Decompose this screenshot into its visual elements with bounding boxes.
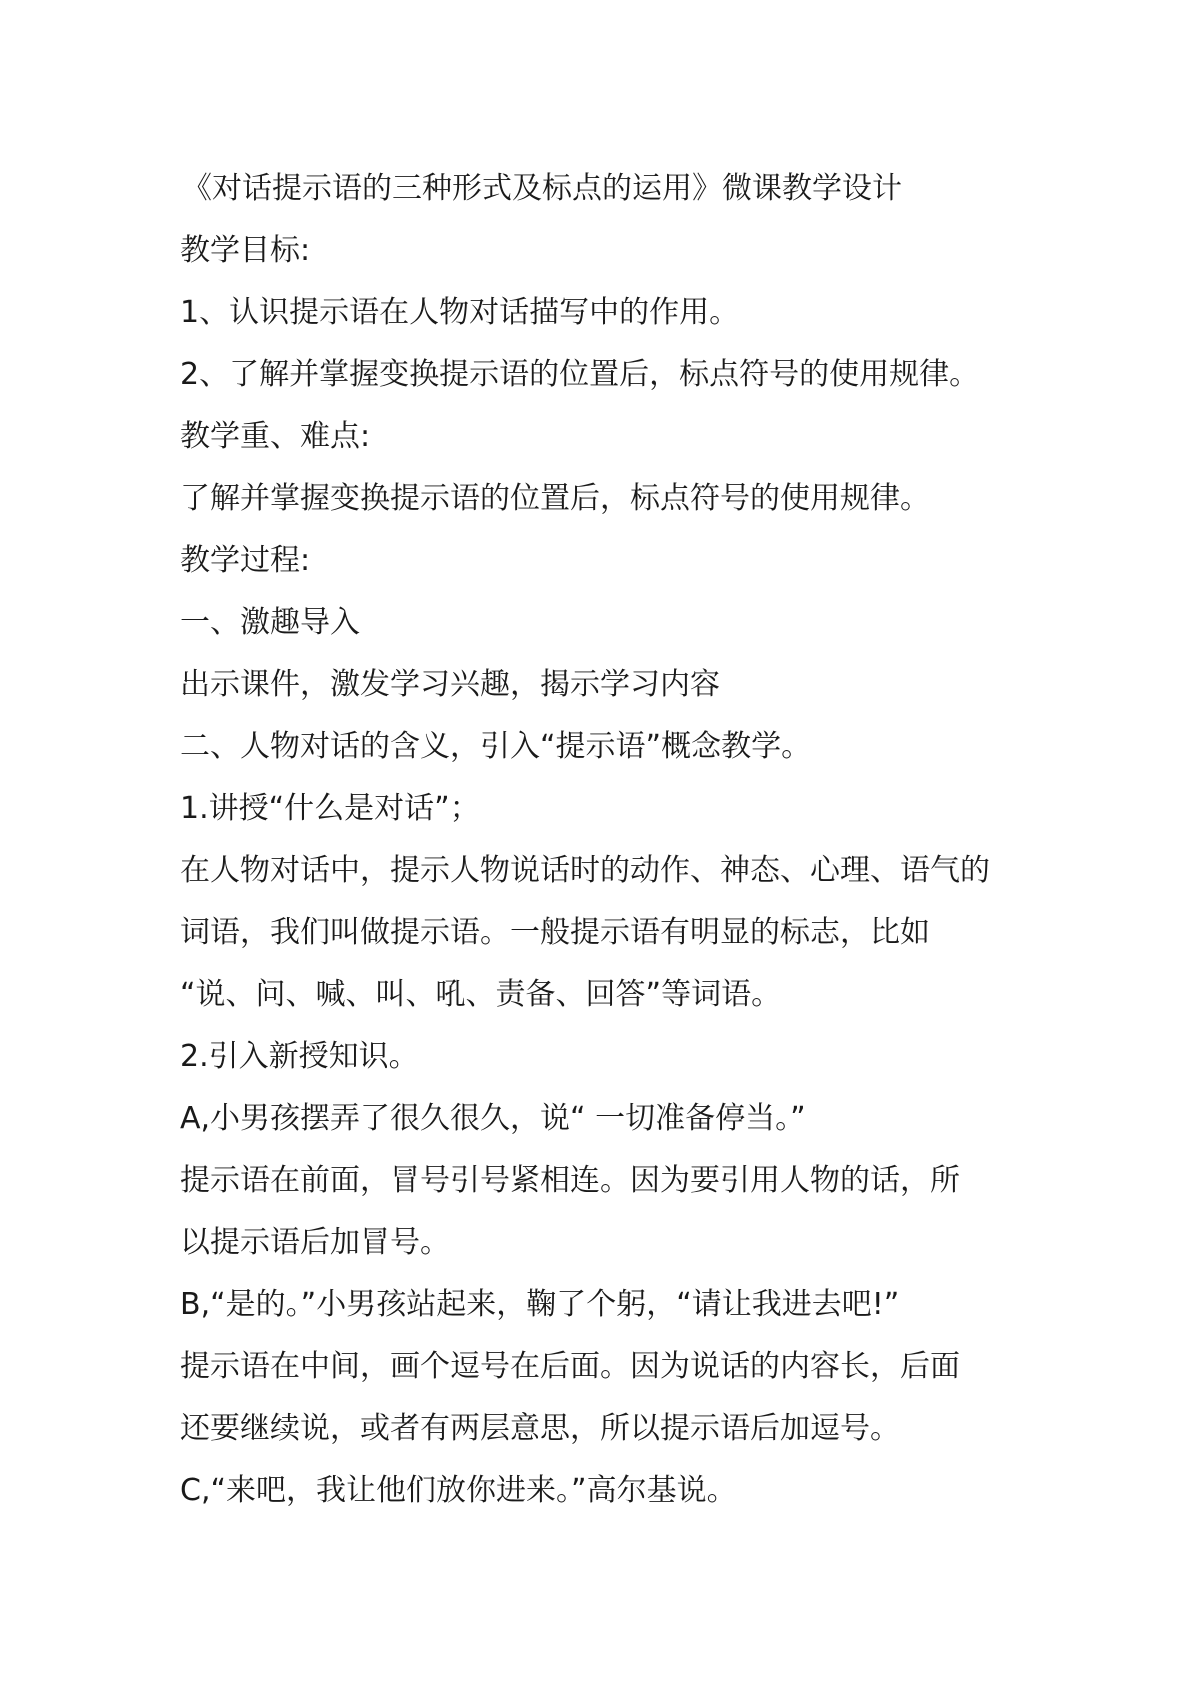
heading-teaching-goals: 教学目标: [180,233,311,268]
section-one-text: 出示课件，激发学习兴趣，揭示学习内容 [180,667,720,702]
paragraph-line: 以提示语后加冒号。 [180,1225,450,1260]
paragraph-line: “说、问、喊、叫、吼、责备、回答”等词语。 [180,977,782,1012]
paragraph-line: 词语，我们叫做提示语。一般提示语有明显的标志，比如 [180,915,930,950]
heading-teaching-process: 教学过程: [180,543,311,578]
key-points-text: 了解并掌握变换提示语的位置后，标点符号的使用规律。 [180,481,930,516]
section-one-heading: 一、激趣导入 [180,605,360,640]
paragraph-line: 还要继续说，或者有两层意思，所以提示语后加逗号。 [180,1411,900,1446]
example-c: C,“来吧，我让他们放你进来。”高尔基说。 [180,1473,737,1508]
paragraph-line: 提示语在中间，画个逗号在后面。因为说话的内容长，后面 [180,1349,960,1384]
paragraph-line: 在人物对话中，提示人物说话时的动作、神态、心理、语气的 [180,853,990,888]
document-title: 《对话提示语的三种形式及标点的运用》微课教学设计 [182,171,902,206]
example-a: A,小男孩摆弄了很久很久，说“ 一切准备停当。” [180,1101,806,1136]
paragraph-line: 提示语在前面，冒号引号紧相连。因为要引用人物的话，所 [180,1163,960,1198]
goal-item-1: 1、认识提示语在人物对话描写中的作用。 [180,295,740,330]
step-two-heading: 2.引入新授知识。 [180,1039,419,1074]
example-b: B,“是的。”小男孩站起来，鞠了个躬，“请让我进去吧!” [180,1287,900,1322]
goal-item-2: 2、了解并掌握变换提示语的位置后，标点符号的使用规律。 [180,357,980,392]
heading-key-points: 教学重、难点: [180,419,371,454]
section-two-heading: 二、人物对话的含义，引入“提示语”概念教学。 [180,729,812,764]
document-body [180,158,1060,1522]
step-one-heading: 1.讲授“什么是对话”； [180,791,480,826]
